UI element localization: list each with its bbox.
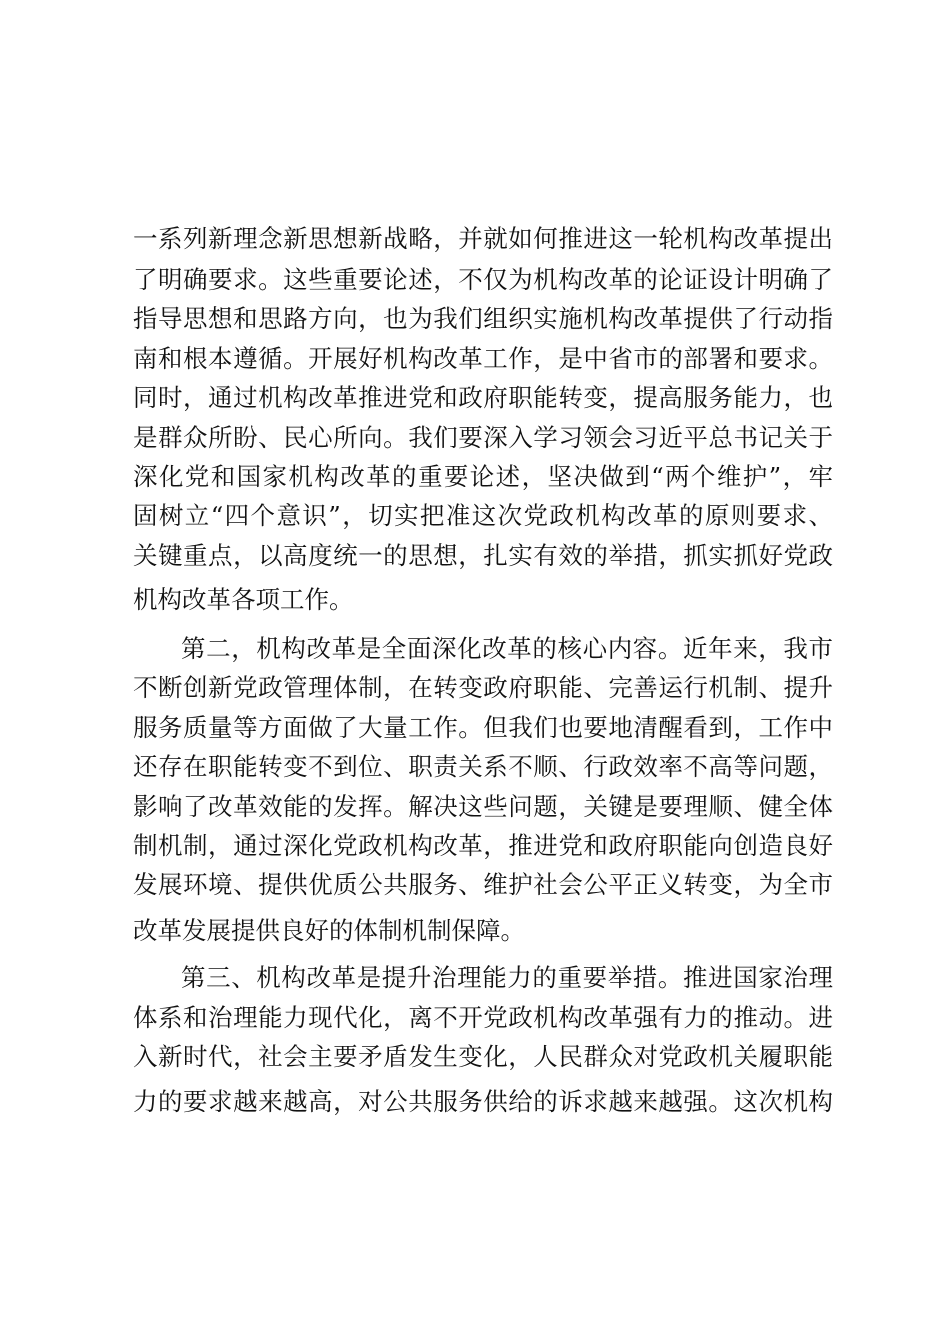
paragraph-start-line: 第二，机构改革是全面深化改革的核心内容。近年来，我市 xyxy=(181,634,833,663)
text-line: 了明确要求。这些重要论述，不仅为机构改革的论证设计明确了 xyxy=(133,265,833,294)
text-line: 入新时代，社会主要矛盾发生变化，人民群众对党政机关履职能 xyxy=(133,1042,833,1071)
text-line: 服务质量等方面做了大量工作。但我们也要地清醒看到，工作中 xyxy=(133,713,833,742)
text-line: 是群众所盼、民心所向。我们要深入学习领会习近平总书记关于 xyxy=(133,423,833,452)
text-line: 南和根本遵循。开展好机构改革工作，是中省市的部署和要求。 xyxy=(133,344,833,373)
text-line: 机构改革各项工作。 xyxy=(133,585,354,614)
text-line: 还存在职能转变不到位、职责关系不顺、行政效率不高等问题， xyxy=(133,752,833,781)
text-line: 影响了改革效能的发挥。解决这些问题，关键是要理顺、健全体 xyxy=(133,792,833,821)
paragraph-start-line: 第三、机构改革是提升治理能力的重要举措。推进国家治理 xyxy=(181,963,833,992)
text-line: 发展环境、提供优质公共服务、维护社会公平正义转变，为全市 xyxy=(133,870,833,899)
text-line: 深化党和国家机构改革的重要论述，坚决做到“两个维护”，牢 xyxy=(133,462,833,491)
text-line: 固树立“四个意识”，切实把准这次党政机构改革的原则要求、 xyxy=(133,501,833,530)
text-line: 一系列新理念新思想新战略，并就如何推进这一轮机构改革提出 xyxy=(133,224,833,253)
text-line: 同时，通过机构改革推进党和政府职能转变，提高服务能力，也 xyxy=(133,383,833,412)
text-line: 不断创新党政管理体制，在转变政府职能、完善运行机制、提升 xyxy=(133,673,833,702)
text-line: 改革发展提供良好的体制机制保障。 xyxy=(133,916,525,945)
text-line: 力的要求越来越高，对公共服务供给的诉求越来越强。这次机构 xyxy=(133,1087,833,1116)
text-line: 指导思想和思路方向，也为我们组织实施机构改革提供了行动指 xyxy=(133,304,833,333)
text-line: 关键重点，以高度统一的思想，扎实有效的举措，抓实抓好党政 xyxy=(133,541,833,570)
text-line: 制机制，通过深化党政机构改革，推进党和政府职能向创造良好 xyxy=(133,831,833,860)
text-line: 体系和治理能力现代化，离不开党政机构改革强有力的推动。进 xyxy=(133,1003,833,1032)
